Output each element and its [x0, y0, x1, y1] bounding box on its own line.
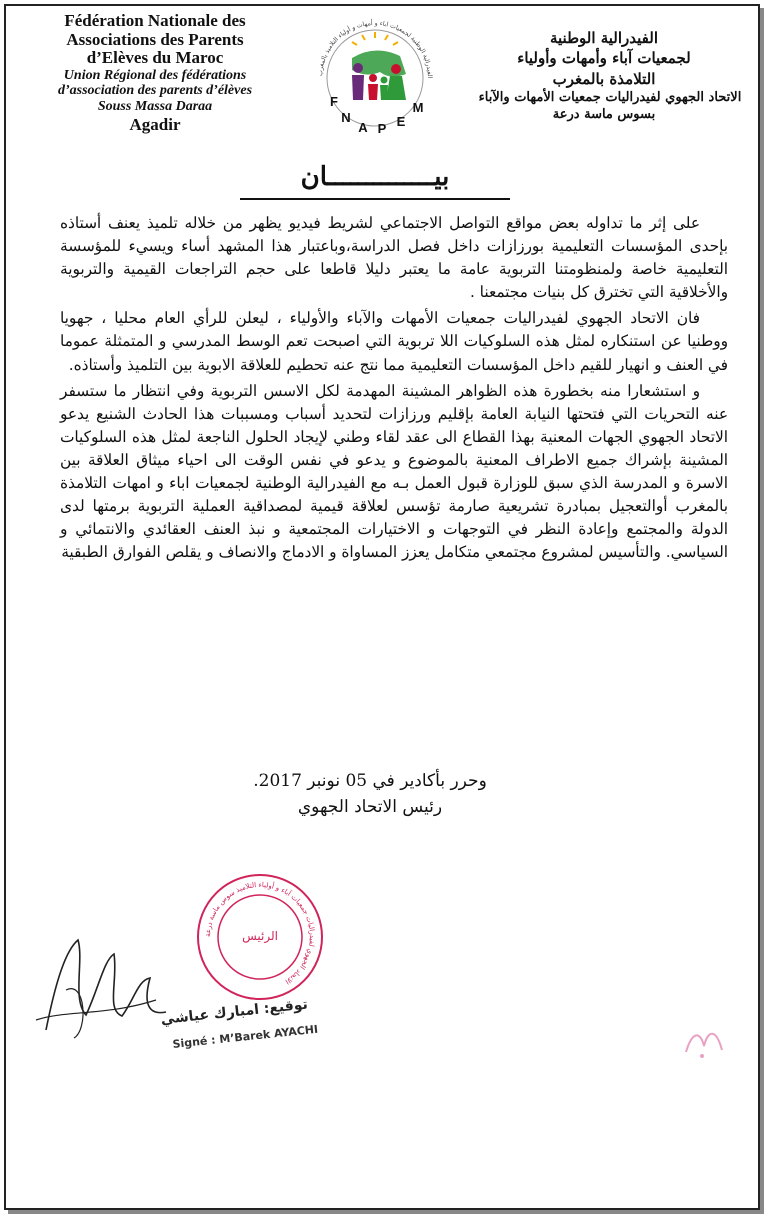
official-stamp [150, 862, 340, 1012]
header-right-line5: بسوس ماسة درعة [552, 107, 656, 123]
logo-acronym [330, 94, 423, 136]
header-left-line4: Union Régional des fédérations [63, 68, 247, 84]
document-body [60, 212, 728, 567]
header-right-line3: التلامذة بالمغرب [552, 69, 656, 88]
paragraph-2: فان الاتحاد الجهوي لفيدراليات جمعيات الأمهات والآباء والأولياء ، ليعلن للرأي العام محليا ، جهويا ووطنيا عن استنكاره لمثل هذه السلوكيات اللا تربوية التي اصبحت تعم الوسط المدرسي و المتمثلة عموما في العنف و انهيار للقيم داخل المؤسسات التعليمية مما نتج عنه تحطيم للعلاقة الابوية بين التلميذ وأستاذه. [60, 309, 728, 374]
ink-smudge-icon [682, 1022, 728, 1062]
signature-scribble-icon [26, 920, 176, 1050]
sun-icon [352, 32, 398, 45]
stamp-center-text: الرئيس [242, 929, 278, 943]
paragraph-1: على إثر ما تداوله بعض مواقع التواصل الاجتماعي لشريط فيديو يظهر من خلاله تلميذ يعنف أستاذه بإحدى المؤسسات التعليمية بورزازات داخل فصل الدراسة،وباعتبار هذا المشهد أساء ويسيء للمؤسسة التعليمية خاصة ولمنظومتنا التربوية عامة ما يعتبر دليلا قاطعا على حجم التراجعات القيمية والتربوية والأخلاقية التي تخترق كل بنيات مجتمعنا . [60, 214, 728, 302]
signature-name: Signé : M’Barek AYACHI [172, 1022, 319, 1051]
closing-block [230, 768, 510, 820]
signature-label: توقيع: امبارك عياشي [160, 996, 309, 1028]
header-right-line4: الاتحاد الجهوي لفيدراليات جمعيات الأمهات والآباء [478, 89, 742, 105]
svg-text:M: M [412, 100, 424, 115]
title-underline [240, 198, 510, 200]
header-left-line6: Souss Massa Daraa [97, 98, 213, 114]
svg-text:N: N [341, 110, 351, 125]
date-line: وحرر بأكادير في 05 نونبر 2017. [253, 771, 487, 791]
header-right [454, 28, 754, 124]
paragraph-3: و استشعارا منه بخطورة هذه الظواهر المشينة المهدمة لكل الاسس التربوية وفي انتظار ما ستسفر عنه التحريات التي فتحتها النيابة العامة بإقليم ورزازات لتحديد أسباب ومسببات هذا الحادث الشنيع يدعو الاتحاد الجهوي الجهات المعنية بهذا القطاع الى عقد لقاء وطني لإيجاد الحلول الناجعة لمثل هذه السلوكيات المشينة بإشراك جميع الاطراف المعنية بالموضوع و يدعو في نفس الوقت الى احياء ميثاق العلاقة بين الاسرة و المدرسة الذي سبق للوزارة قبول العمل بـه مع الفيدرالية الوطنية لجمعيات اباء و امهات التلامذة بالمغرب أوالتعجيل بمبادرة تشريعية صارمة تؤسس لعلاقة قيمية لمصداقية العملية التربوية برمتها لدى الدولة والمجتمع وإعادة النظر في التوجهات و الاختيارات المجتمعية و نبذ العنف العقائدي والانتمائي و السياسي. والتأسيس لمشروع مجتمعي متكامل يعزز المساواة و الادماج والانصاف و يقلص الفوارق الطبقية [60, 381, 728, 562]
svg-text:F: F [330, 94, 338, 109]
fnapem-logo [300, 8, 450, 148]
logo-ring-text: الفيدرالية الوطنية لجمعيات اباء و أمهات و أولياء التلاميذ بالمغرب [316, 19, 434, 79]
signer-title: رئيس الاتحاد الجهوي [297, 797, 443, 817]
header-right-line2: لجمعيات آباء وأمهات وأولياء [517, 49, 691, 68]
stamp-ring-text: الاتحاد الجهوي لفيدراليات جمعيات آباء و أولياء التلاميذ سوس ماسة درعة [203, 880, 317, 986]
svg-text:P: P [377, 121, 387, 136]
document-title: بيــــــــــــــان [300, 162, 450, 192]
header-left-line3: d’Elèves du Maroc [86, 48, 224, 68]
header-left-line1: Fédération Nationale des [64, 11, 246, 30]
header-left-line5: d’association des parents d’élèves [57, 83, 253, 99]
svg-text:E: E [396, 114, 406, 129]
svg-text:A: A [358, 120, 368, 135]
header-left-line7: Agadir [129, 115, 181, 135]
header-left [20, 12, 290, 135]
header-left-line2: Associations des Parents [66, 29, 244, 49]
header-right-line1: الفيدرالية الوطنية [549, 29, 659, 47]
